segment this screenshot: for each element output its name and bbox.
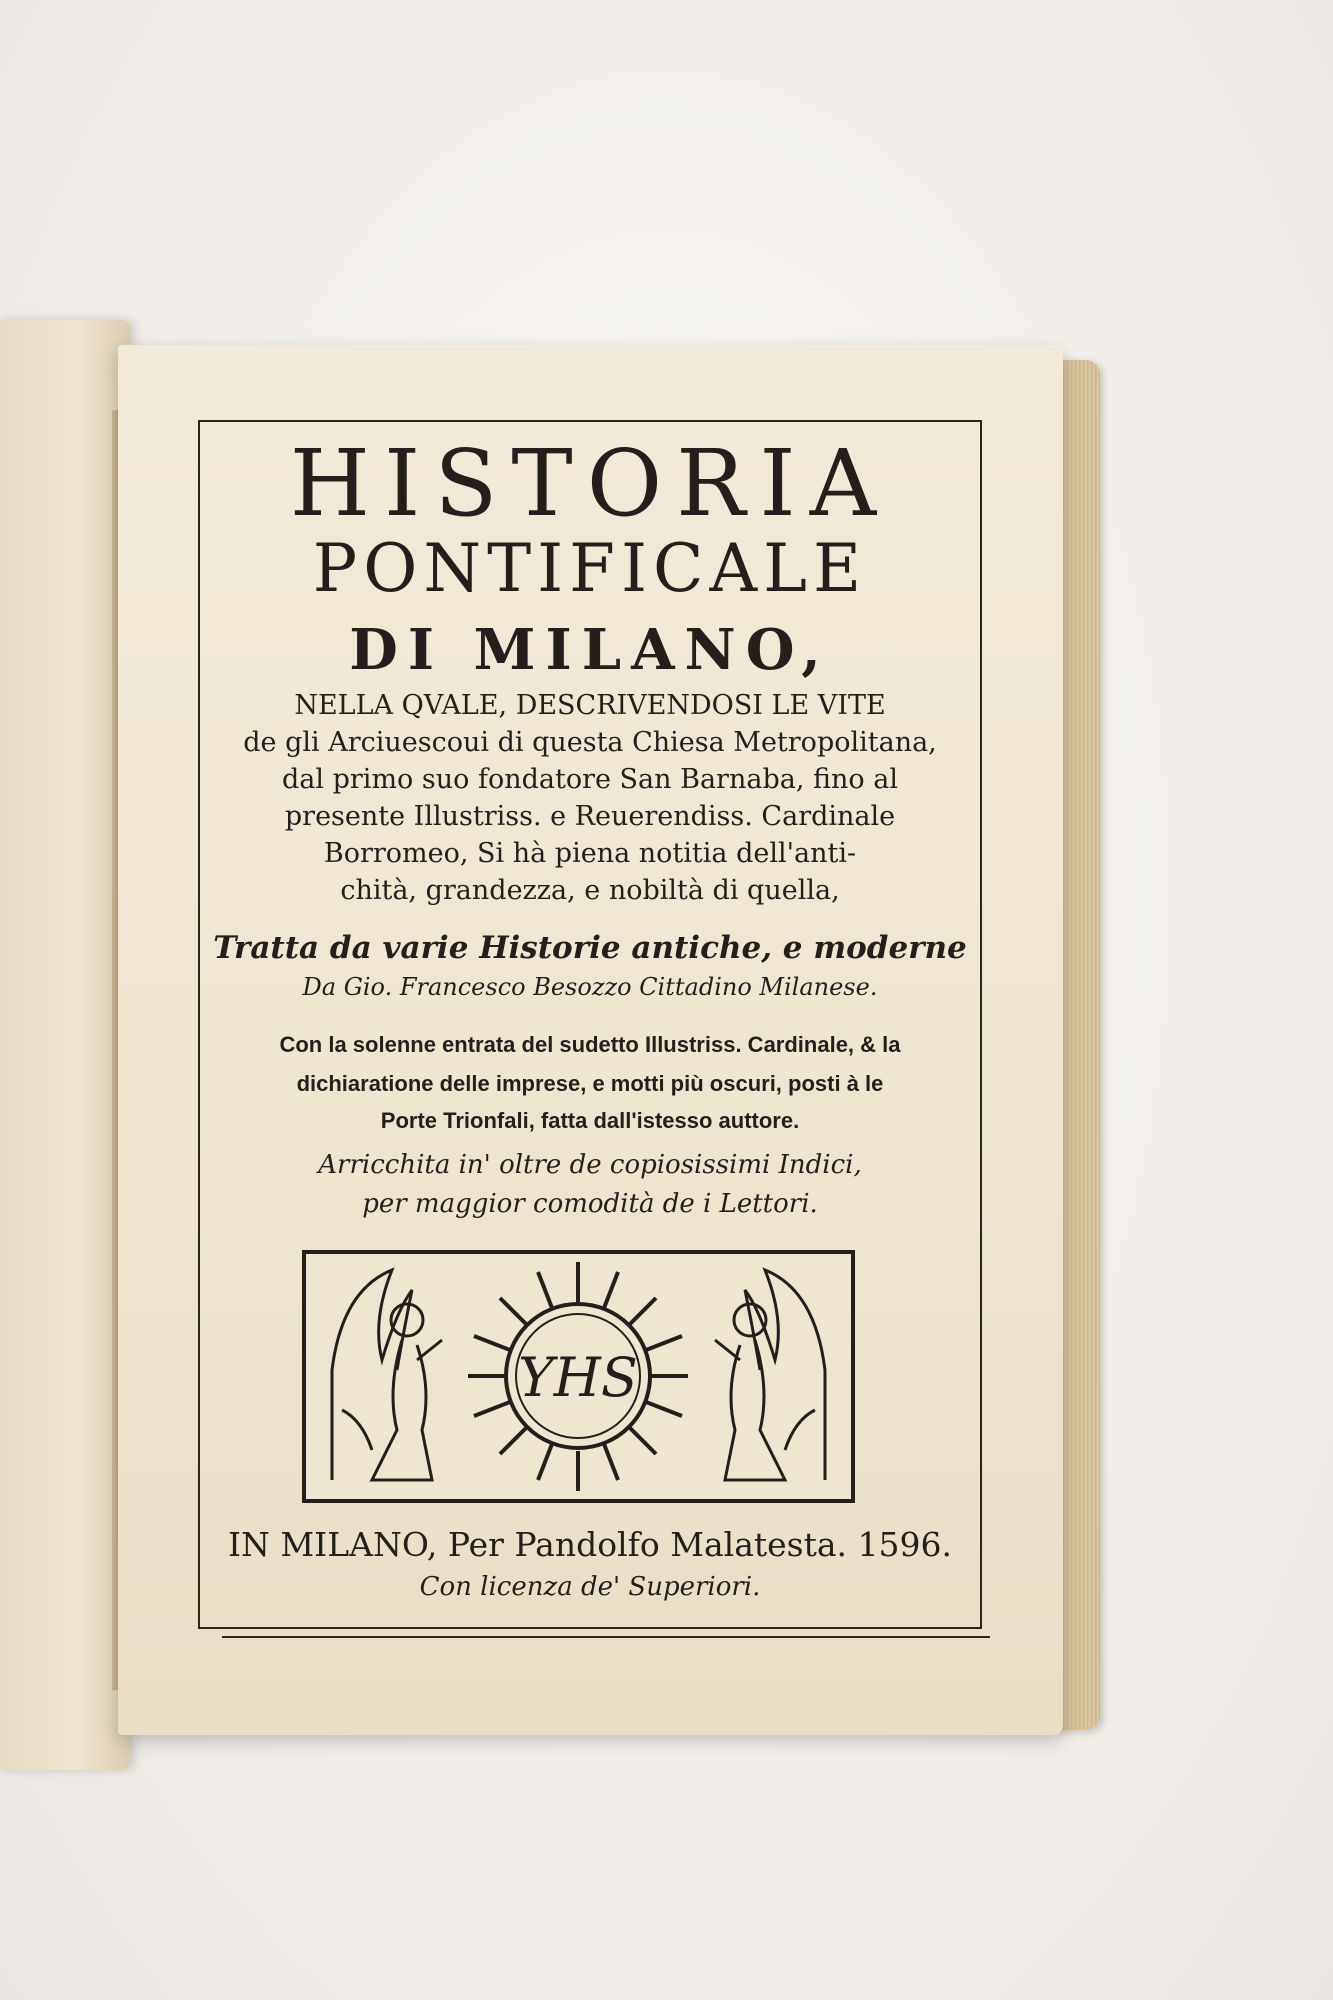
left-facing-page xyxy=(0,320,130,1770)
subtitle-line: NELLA QVALE, DESCRIVENDOSI LE VITE xyxy=(294,690,886,721)
entrata-line: Porte Trionfali, fatta dall'istesso auttore. xyxy=(380,1108,800,1133)
indici-line: per maggior comodità de i Lettori. xyxy=(362,1189,818,1219)
title-line-historia: HISTORIA xyxy=(289,430,891,537)
subtitle-line: presente Illustriss. e Reuerendiss. Cardinale xyxy=(284,801,896,832)
tratta-line: Tratta da varie Historie antiche, e moderne xyxy=(213,930,967,966)
title-line-pontificale: PONTIFICALE xyxy=(312,530,868,607)
woodcut-emblem xyxy=(302,1250,855,1503)
entrata-line: dichiaratione delle imprese, e motti più oscuri, posti à le xyxy=(296,1071,884,1096)
subtitle-line: Borromeo, Si hà piena notitia dell'anti- xyxy=(323,838,857,869)
bottom-rule xyxy=(222,1636,990,1638)
title-line-di-milano: DI MILANO, xyxy=(349,617,831,683)
yhs-monogram: YHS xyxy=(518,1346,638,1409)
subtitle-line: dal primo suo fondatore San Barnaba, fino al xyxy=(282,764,898,795)
imprint-line: IN MILANO, Per Pandolfo Malatesta. 1596. xyxy=(227,1525,953,1564)
entrata-line: Con la solenne entrata del sudetto Illustriss. Cardinale, & la xyxy=(279,1032,901,1057)
licenza-line: Con licenza de' Superiori. xyxy=(419,1572,761,1602)
indici-line: Arricchita in' oltre de copiosissimi Indici, xyxy=(318,1150,862,1180)
subtitle-line: chità, grandezza, e nobiltà di quella, xyxy=(340,875,840,906)
subtitle-line: de gli Arciuescoui di questa Chiesa Metropolitana, xyxy=(243,727,937,758)
author-line: Da Gio. Francesco Besozzo Cittadino Milanese. xyxy=(302,973,878,1001)
